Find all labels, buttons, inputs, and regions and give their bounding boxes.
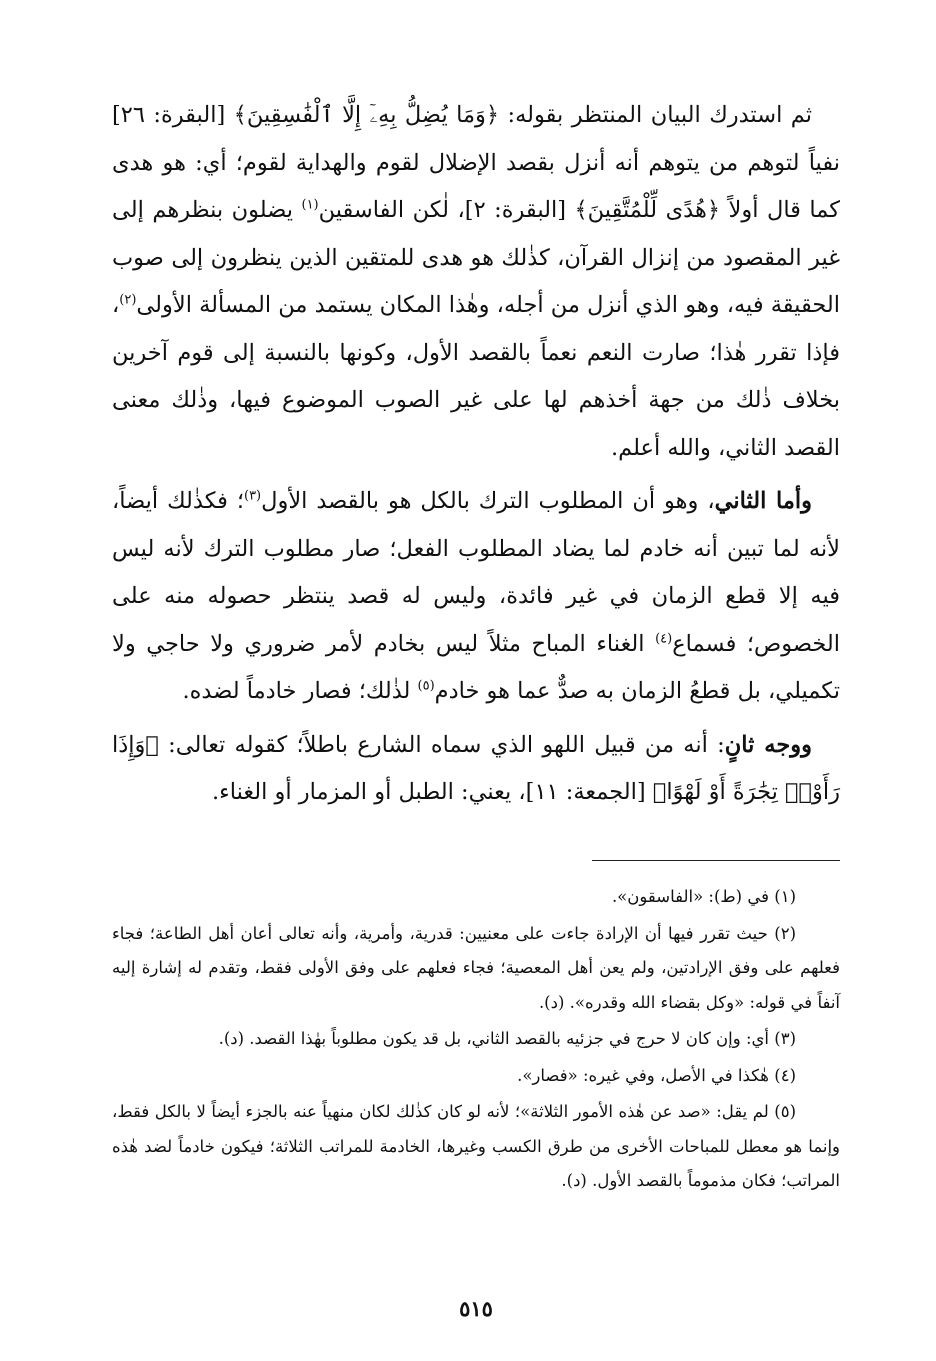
footnote-ref-1: (١) [301,197,319,213]
footnote-ref-4: (٤) [655,631,673,646]
text-segment: لذٰلك؛ فصار خادماً لضده. [182,678,418,704]
footnote-ref-2: (٢) [119,292,137,308]
footnote-ref-5: (٥) [417,678,435,694]
paragraph-3 [112,722,840,817]
footnote-4: (٤) هٰكذا في الأصل، وفي غيره: «فصار». [517,1065,796,1085]
text-segment: ؛ فكذٰلك أيضاً، لأنه لما تبين أنه خادم لما يضاد المطلوب الفعل؛ صار مطلوب الترك لأنه ليس فيه إلا قطع الزمان في غير فائدة، وليس له قصد ينتظر حصوله منه على الخصوص؛ فسماع [112,488,840,657]
main-text [112,92,840,817]
footnote-5: (٥) لم يقل: «صد عن هٰذه الأمور الثلاثة»؛ لأنه لو كان كذٰلك لكان منهياً عنه بالجزء أيضاً لا بالكل فقط، وإنما هو معطل للمباحات الأخرى من طرق الكسب وغيرها، الخادمة للمراتب الثلاثة؛ فيكون خادماً لضد هٰذه المراتب؛ فكان مذموماً بالقصد الأول. (د). [112,1102,840,1190]
section-heading-another-aspect: ووجه ثانٍ [724,731,812,758]
paragraph-2 [112,478,840,716]
text-segment: ، فإذا تقرر هٰذا؛ صارت النعم نعماً بالقصد الأول، وكونها بالنسبة إلى قوم آخرين بخلاف ذٰلك من جهة أخذهم لها على غير الصوب الموضوع فيها، وذٰلك معنى القصد الثاني، والله أعلم. [112,292,840,461]
footnotes [112,880,840,1201]
text-segment: : أنه من قبيل اللهو الذي سماه الشارع باطلاً؛ كقوله تعالى: ﴿وَإِذَا رَأَوْا۟ تِجَٰرَةً أَوْ لَهْوًا﴾ [الجمعة: ١١]، يعني: الطبل أو المزمار أو الغناء. [112,731,840,805]
footnote-2: (٢) حيث تقرر فيها أن الإرادة جاءت على معنيين: قدرية، وأمرية، وأنه تعالى أعان أهل الطاعة؛ فجاء فعلهم على وفق الإرادتين، ولم يعن أهل المعصية؛ فجاء فعلهم على وفق الأولى فقط، وتقدم له إشارة إليه آنفاً في قوله: «وكل بقضاء الله وقدره». (د). [112,923,840,1012]
book-page [112,92,840,1321]
text-segment: ثم استدرك البيان المنتظر بقوله: ﴿وَمَا يُضِلُّ بِهِۦٓ إِلَّا ٱلْفَٰسِقِينَ﴾ [البقرة: ٢٦] نفياً لتوهم من يتوهم أنه أنزل بقصد الإضلال لقوم والهداية لقوم؛ أي: هو هدى كما قال أولاً ﴿هُدًى لِّلْمُتَّقِينَ﴾ [البقرة: ٢]، لٰكن الفاسقين [112,102,840,223]
section-heading-second: وأما الثاني [714,488,812,514]
paragraph-1 [112,92,840,472]
text-segment: ، وهو أن المطلوب الترك بالكل هو بالقصد الأول [261,488,715,514]
text-segment: الغناء المباح مثلاً ليس بخادم لأمر ضروري ولا حاجي ولا تكميلي، بل قطعُ الزمان به صدٌّ عما هو خادم [112,630,840,704]
text-segment: يضلون بنظرهم إلى غير المقصود من إنزال القرآن، كذٰلك هو هدى للمتقين الذين ينظرون إلى صوب الحقيقة فيه، وهو الذي أنزل من أجله، وهٰذا المكان يستمد من المسألة الأولى [112,197,840,318]
footnote-1: (١) في (ط): «الفاسقون». [611,887,796,906]
footnote-3: (٣) أي: وإن كان لا حرج في جزئيه بالقصد الثاني، بل قد يكون مطلوباً بهٰذا القصد. (د). [218,1029,796,1048]
footnote-divider [592,860,840,861]
footnote-ref-3: (٣) [243,488,262,504]
page-number: ٥١٥ [459,1296,493,1321]
